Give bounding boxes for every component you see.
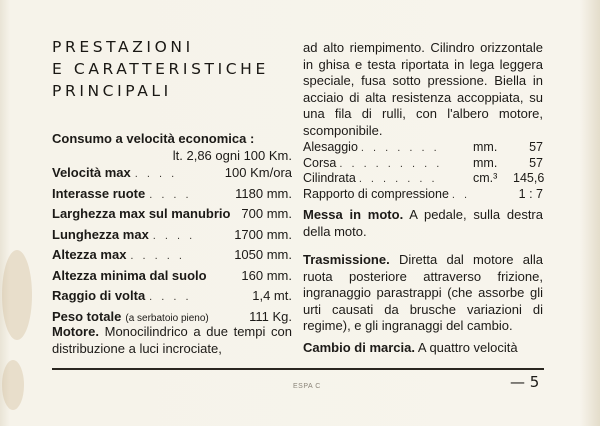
leader-dots: . . . . xyxy=(149,291,192,303)
leader-dots: . . . . xyxy=(134,168,178,180)
spec-value: 1050 mm. xyxy=(234,247,292,262)
spec-value: 100 Km/ora xyxy=(224,165,292,180)
leader-dots: . . . . . xyxy=(130,250,185,262)
messa-title: Messa in moto. xyxy=(303,207,404,222)
motore-text: Monocilindrico a due tempi con distribuzione a luci incrociate, xyxy=(52,324,292,356)
footer-rule xyxy=(52,368,544,370)
spec-row xyxy=(52,268,292,289)
spec-value: 160 mm. xyxy=(241,267,292,283)
footer-mark: ESPA C xyxy=(293,383,321,390)
motore-title: Motore. xyxy=(52,324,99,339)
dimension-value: 57 xyxy=(529,155,543,170)
page-number: — 5 xyxy=(510,373,540,391)
spec-value: 1180 mm. xyxy=(235,185,292,201)
spec-row xyxy=(52,227,292,248)
spec-note: (a serbatoio pieno) xyxy=(125,312,209,324)
heading-line: PRINCIPALI xyxy=(52,82,172,100)
spec-row xyxy=(52,186,292,207)
dimension-label: Alesaggio xyxy=(303,140,358,154)
spec-value: 111 Kg. xyxy=(249,308,292,324)
spec-label: Raggio di volta xyxy=(52,288,146,303)
trasmissione-paragraph xyxy=(303,252,543,335)
dimension-row xyxy=(303,140,543,156)
section-heading xyxy=(52,36,269,102)
heading-line: E CARATTERISTICHE xyxy=(52,60,269,78)
leader-dots: . . . . xyxy=(149,188,192,201)
spec-row xyxy=(52,206,292,227)
spec-value: 1,4 mt. xyxy=(252,288,292,303)
dimension-unit: cm.³ xyxy=(473,171,498,186)
cambio-title: Cambio di marcia. xyxy=(303,340,415,355)
consumption-label: Consumo a velocità economica : xyxy=(52,131,255,146)
trasmissione-title: Trasmissione. xyxy=(303,252,390,267)
cambio-paragraph xyxy=(303,340,543,357)
motore-paragraph xyxy=(52,324,292,357)
consumption-block xyxy=(52,130,292,164)
spec-label: Lunghezza max xyxy=(52,226,149,242)
dimension-label: Rapporto di compressione xyxy=(303,186,449,201)
spec-label: Interasse ruote xyxy=(52,185,146,201)
spec-label: Larghezza max sul manubrio xyxy=(52,206,231,221)
engine-dimensions xyxy=(303,140,543,202)
spec-label: Altezza minima dal suolo xyxy=(52,267,207,283)
dimension-value: 57 xyxy=(529,140,543,154)
dimension-label: Corsa xyxy=(303,155,337,170)
spec-label: Velocità max xyxy=(52,165,131,180)
engine-description: ad alto riempimento. Cilindro orizzontale in ghisa e testa riportata in lega leggera speciale, fusa sotto pressione. Biella in acciaio di alta resistenza accoppiata, su una fila di rulli, con l'albero motore, scomponibile. xyxy=(303,40,543,138)
dimension-label: Cilindrata xyxy=(303,171,356,186)
consumption-value: lt. 2,86 ogni 100 Km. xyxy=(172,148,292,163)
messa-text: A pedale, sulla destra della moto. xyxy=(303,207,543,239)
leader-dots: . . . . . . . xyxy=(358,173,438,186)
heading-line: PRESTAZIONI xyxy=(52,38,194,56)
leader-dots: . . . . xyxy=(152,229,196,242)
leader-dots: . . . . . . . . . xyxy=(339,157,443,170)
spec-row xyxy=(52,247,292,268)
dimension-value: 1 : 7 xyxy=(518,186,543,201)
spec-row xyxy=(52,165,292,186)
dimension-unit: mm. xyxy=(473,155,498,170)
cambio-text: A quattro velocità xyxy=(417,340,518,355)
leader-dots: . . . . . . . xyxy=(360,142,440,154)
spec-list xyxy=(52,165,292,329)
paper-stain xyxy=(2,250,32,340)
dimension-row xyxy=(303,187,543,203)
trasmissione-text: Diretta dal motore alla ruota posteriore attraverso frizione, ingranaggio parastrappi (che assorbe gli urti causati da brusche variazioni di regime), e gli ingranaggi del cambio. xyxy=(303,252,543,334)
dimension-row xyxy=(303,171,543,187)
paper-stain xyxy=(2,360,24,410)
spec-value: 1700 mm. xyxy=(234,226,292,242)
leader-dots: . . xyxy=(451,188,471,201)
dimension-unit: mm. xyxy=(473,140,498,154)
spec-row xyxy=(52,288,292,309)
dimension-row xyxy=(303,156,543,172)
spec-label: Altezza max xyxy=(52,247,127,262)
spec-label: Peso totale xyxy=(52,308,122,324)
spec-value: 700 mm. xyxy=(241,206,292,221)
dimension-value: 145,6 xyxy=(513,171,545,186)
messa-paragraph xyxy=(303,207,543,240)
